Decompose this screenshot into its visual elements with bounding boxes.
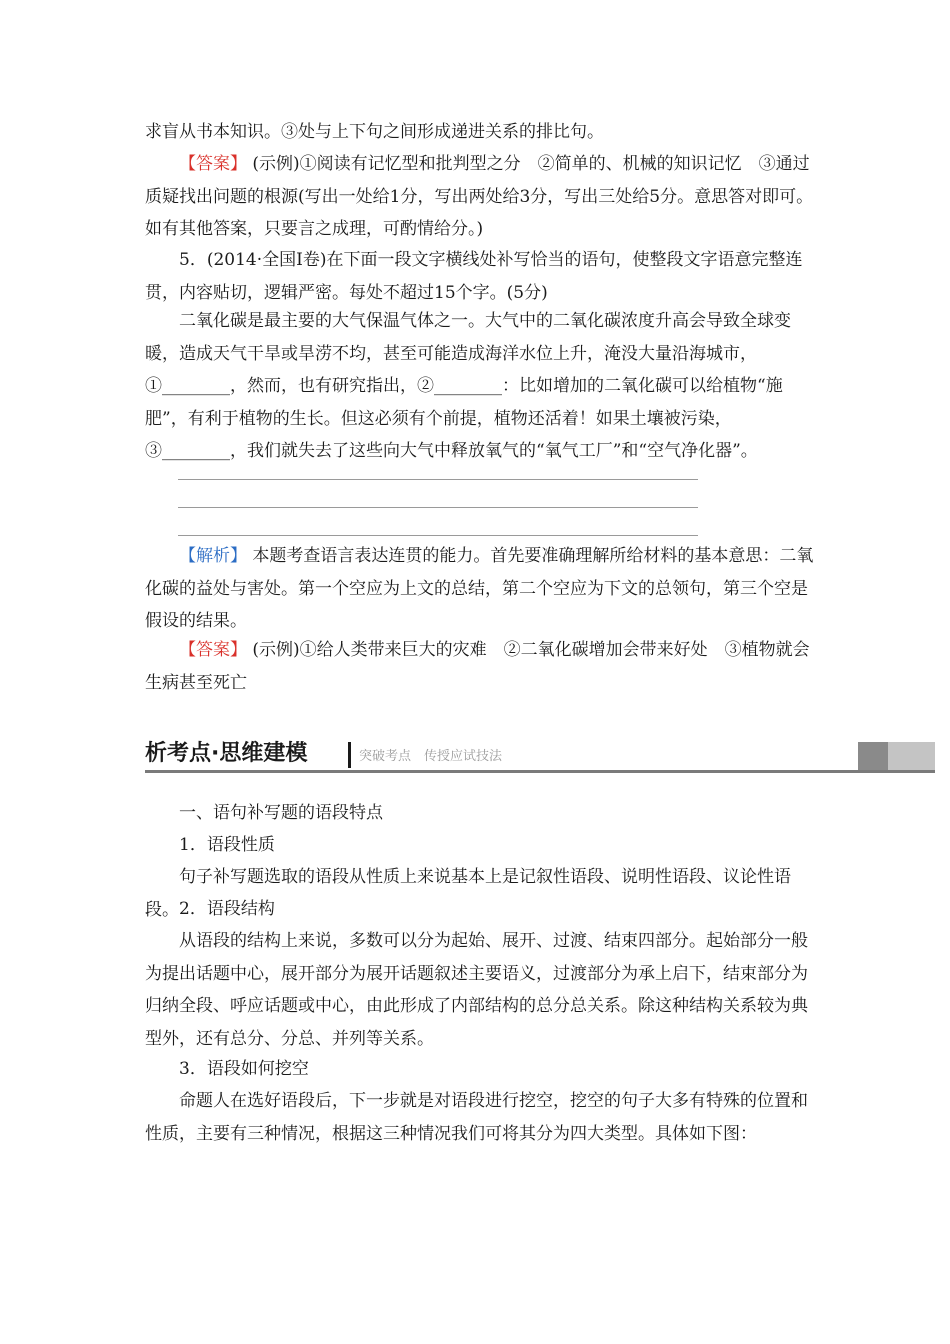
heading-1: 一、语句补写题的语段特点 <box>179 803 383 823</box>
answer-text: (示例)①给人类带来巨大的灾难 ②二氧化碳增加会带来好处 ③植物就会生病甚至死亡 <box>145 640 810 693</box>
header-decor-light <box>888 742 935 770</box>
continuation-paragraph: 求盲从书本知识。③处与上下句之间形成递进关系的排比句。 <box>145 122 604 142</box>
paragraph-3: 命题人在选好语段后，下一步就是对语段进行挖空，挖空的句子大多有特殊的位置和性质，主要有三种情况，根据这三种情况我们可将其分为四大类型。具体如下图： <box>145 1091 808 1144</box>
header-decor-dark <box>858 742 888 770</box>
analysis-text: 本题考查语言表达连贯的能力。首先要准确理解所给材料的基本意思：二氧化碳的益处与害处。第一个空应为上文的总结，第二个空应为下文的总领句，第三个空是假设的结果。 <box>145 546 814 631</box>
paragraph-1: 句子补写题选取的语段从性质上来说基本上是记叙性语段、说明性语段、议论性语段。 <box>145 867 791 920</box>
subheading-3: 3．语段如何挖空 <box>179 1059 309 1079</box>
section-title: 析考点·思维建模 <box>145 741 308 766</box>
question-passage: 二氧化碳是最主要的大气保温气体之一。大气中的二氧化碳浓度升高会导致全球变暖，造成天气干旱或旱涝不均，甚至可能造成海洋水位上升，淹没大量沿海城市，①________，然而，也有研究指出，②________：比如增加的二氧化碳可以给植物“施肥”，有利于植物的生长。但这必须有个前提，植物还活着！如果土壤被污染，③________，我们就失去了这些向大气中释放氧气的“氧气工厂”和“空气净化器”。 <box>145 311 791 461</box>
paragraph-2: 从语段的结构上来说，多数可以分为起始、展开、过渡、结束四部分。起始部分一般为提出话题中心，展开部分为展开话题叙述主要语义，过渡部分为承上启下，结束部分为归纳全段、呼应话题或中心，由此形成了内部结构的总分总关系。除这种结构关系较为典型外，还有总分、分总、并列等关系。 <box>145 931 808 1049</box>
section-underline <box>145 770 935 773</box>
answer-blank-line-3 <box>178 535 698 536</box>
section-header <box>145 737 935 773</box>
section-divider <box>348 742 351 768</box>
answer-tag: 【答案】 <box>179 154 247 174</box>
subheading-2: 2．语段结构 <box>179 899 275 919</box>
answer-blank-line-1 <box>178 479 698 480</box>
answer-block-2 <box>145 634 815 699</box>
analysis-block <box>145 540 815 638</box>
question-5: 5．(2014·全国Ⅰ卷)在下面一段文字横线处补写恰当的语句，使整段文字语意完整连贯，内容贴切，逻辑严密。每处不超过15个字。(5分) <box>145 250 803 303</box>
analysis-tag: 【解析】 <box>179 546 247 566</box>
section-subtitle: 突破考点 传授应试技法 <box>359 749 503 764</box>
answer-text: (示例)①阅读有记忆型和批判型之分 ②简单的、机械的知识记忆 ③通过质疑找出问题的根源(写出一处给1分，写出两处给3分，写出三处给5分。意思答对即可。如有其他答案，只要言之成理，可酌情给分。) <box>145 154 814 239</box>
answer-tag: 【答案】 <box>179 640 247 660</box>
subheading-1: 1．语段性质 <box>179 835 275 855</box>
answer-blank-line-2 <box>178 507 698 508</box>
answer-block-1 <box>145 148 815 246</box>
